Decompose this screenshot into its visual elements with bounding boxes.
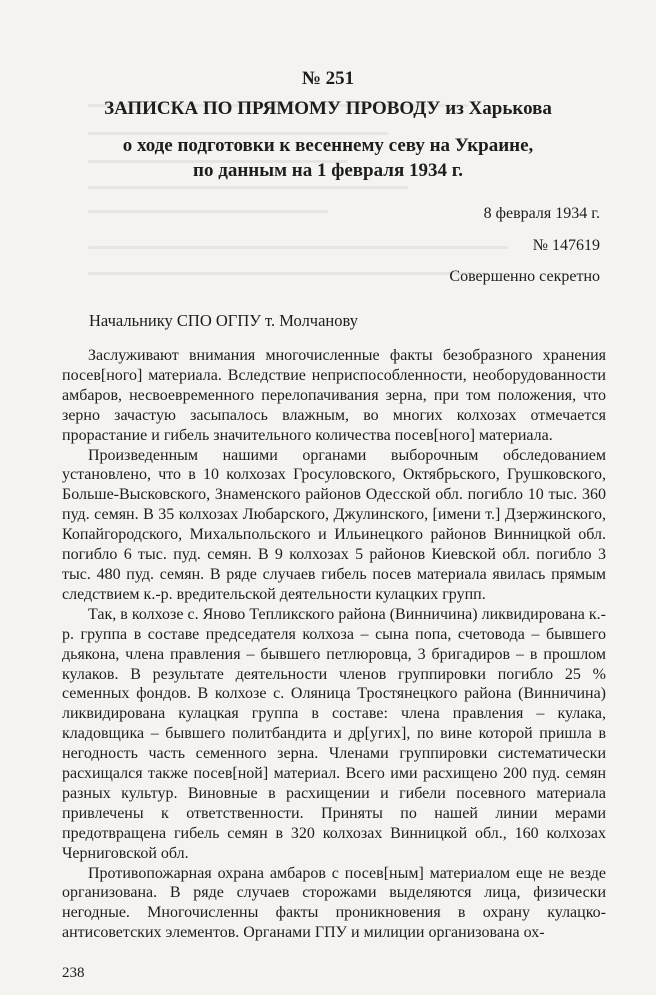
document-subtitle-line-1: о ходе подготовки к весеннему севу на Украине,: [122, 135, 534, 156]
show-through-mark: [88, 210, 328, 213]
body-paragraph: Противопожарная охрана амбаров с посев[ным] материалом еще не везде организована. В ряде случаев сторожами выделяются лица, физически негодные. Многочисленны факты проникновения в охрану кулацко-антисоветских элементов. Органами ГПУ и милиции организована ох-: [62, 864, 606, 942]
show-through-mark: [88, 246, 508, 249]
show-through-mark: [88, 272, 488, 275]
show-through-mark: [88, 186, 408, 189]
addressee: Начальнику СПО ОГПУ т. Молчанову: [89, 311, 358, 330]
document-title: ЗАПИСКА ПО ПРЯМОМУ ПРОВОДУ из Харькова: [104, 98, 552, 119]
registration-number: № 147619: [532, 237, 600, 254]
body-paragraph: Произведенным нашими органами выборочным обследованием установлено, что в 10 колхозах Гросуловского, Октябрьского, Грушковского, Больше-Высковского, Знаменского районов Одесской обл. погибло 10 тыс. 360 пуд. семян. В 35 колхозах Любарского, Джулинского, [имени т.] Дзержинского, Копайгородского, Михальпольского и Ильинецкого районов Винницкой обл. погибло 6 тыс. пуд. семян. В 9 колхозах 5 районов Киевской обл. погибло 3 тыс. 480 пуд. семян. В ряде случаев гибель посев материала явилась прямым следствием к.-р. вредительской деятельности кулацких групп.: [62, 446, 606, 603]
document-subtitle-line-2: по данным на 1 февраля 1934 г.: [193, 160, 463, 181]
document-number: № 251: [301, 68, 355, 89]
body-paragraph: Так, в колхозе с. Яново Тепликского района (Винничина) ликвидирована к.-р. группа в составе председателя колхоза – сына попа, счетовода – бывшего дьякона, члена правления – бывшего петлюровца, 3 бригадиров – в прошлом кулаков. В результате деятельности членов группировки погибло 25 % семенных фондов. В колхозе с. Оляница Тростянецкого района (Винничина) ликвидирована кулацкая группа в составе: члена правления – кулака, кладовщика – бывшего политбандита и др[угих], по вине которой пришла в негодность часть семенного зерна. Членами группировки систематически расхищался также посев[ной] материал. Всего ими расхищено 200 пуд. семян разных культур. Виновные в расхищении и гибели посевного материала привлечены к ответственности. Приняты по нашей линии мерами предотвращена гибель семян в 320 колхозах Винницкой обл., 160 колхозах Черниговской обл.: [62, 605, 606, 862]
classification-stamp: Совершенно секретно: [449, 268, 600, 285]
body-paragraph: Заслуживают внимания многочисленные факты безобразного хранения посев[ного] материала. Вследствие неприспособленности, необорудованности амбаров, несвоевременного перелопачивания зерна, при том положения, что зерно зачастую засыпалось влажным, во многих колхозах отмечается прорастание и гибель значительного количества посев[ного] материала.: [62, 347, 606, 444]
document-date: 8 февраля 1934 г.: [483, 205, 600, 222]
page-number: 238: [62, 965, 85, 981]
document-body: [62, 346, 606, 943]
